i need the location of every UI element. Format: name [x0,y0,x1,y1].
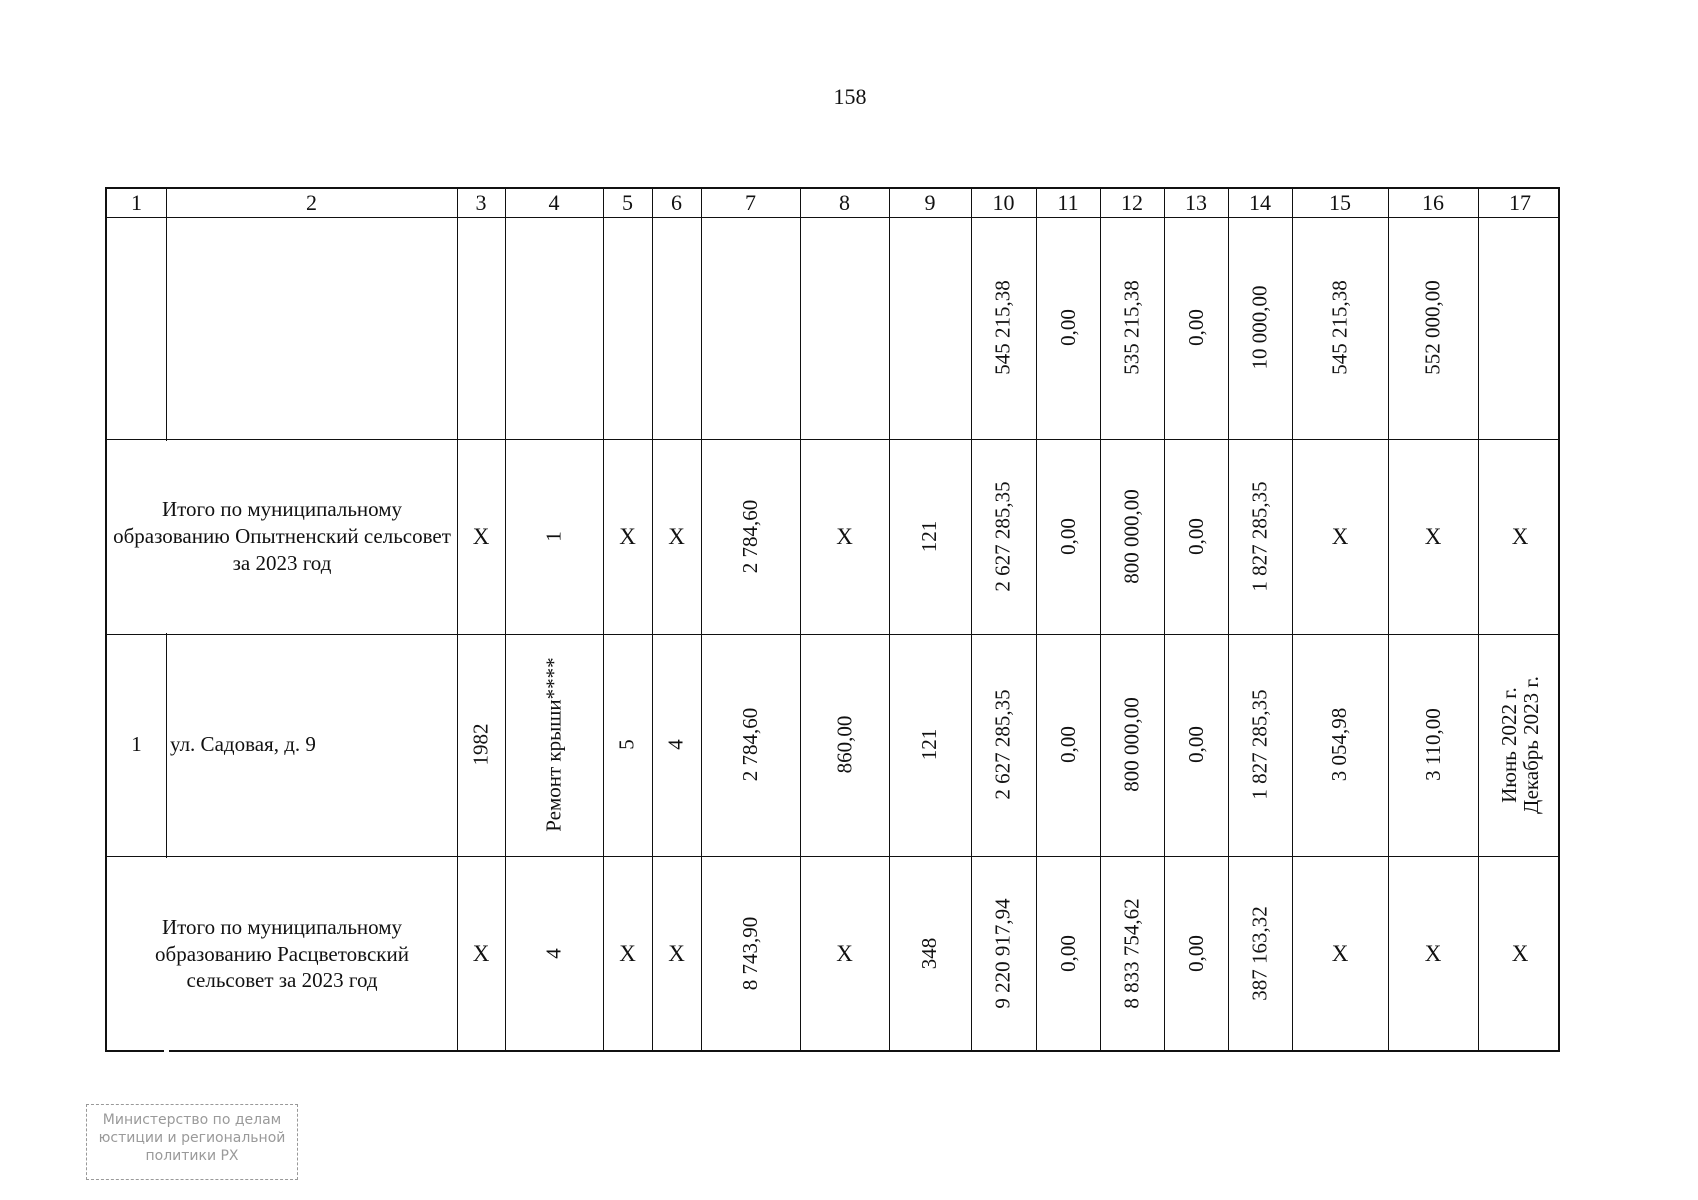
total-opytnensky-label: Итого по муниципальному образованию Опытненский сельсовет за 2023 год [113,497,451,575]
row-sadovaya-c6: 4 [663,739,688,751]
row-continued-c14: 10 000,00 [1247,286,1272,370]
total-opytnensky-c14: 1 827 285,35 [1247,481,1272,592]
total-rastsvetovsky-c16: X [1424,941,1442,967]
row-continued-c11: 0,00 [1055,309,1080,347]
row-sadovaya-c16: 3 110,00 [1420,708,1445,782]
row-continued-c12: 535 215,38 [1119,280,1144,376]
row-sadovaya-c9: 121 [917,729,942,761]
row-continued-c10: 545 215,38 [990,280,1015,376]
total-rastsvetovsky-c13: 0,00 [1183,935,1208,973]
total-opytnensky-c3: X [472,523,490,549]
header-col-14: 14 [1249,189,1271,215]
header-col-7: 7 [745,189,756,215]
total-rastsvetovsky-c10: 9 220 917,94 [990,898,1015,1010]
total-opytnensky-c10: 2 627 285,35 [990,481,1015,592]
total-opytnensky-c9: 121 [917,520,942,553]
row-sadovaya-c15: 3 054,98 [1327,708,1352,782]
header-col-17: 17 [1509,189,1531,215]
total-rastsvetovsky-c11: 0,00 [1055,935,1080,973]
header-col-15: 15 [1329,189,1351,215]
total-opytnensky-c8: X [836,523,853,549]
header-col-10: 10 [992,189,1015,215]
row-sadovaya-c10: 2 627 285,35 [990,689,1015,801]
row-sadovaya-num: 1 [131,732,142,757]
row-sadovaya-address: ул. Садовая, д. 9 [170,732,316,757]
total-opytnensky-c13: 0,00 [1183,518,1208,555]
total-rastsvetovsky-c17: X [1511,941,1529,967]
header-col-12: 12 [1121,189,1143,215]
total-rastsvetovsky-c12: 8 833 754,62 [1119,898,1144,1010]
row-sadovaya-c3: 1982 [468,724,493,766]
header-col-8: 8 [839,189,850,215]
row-sadovaya-c4: Ремонт крыши**** [541,657,566,833]
header-col-16: 16 [1422,189,1444,215]
page-number: 158 [833,84,867,109]
header-col-5: 5 [622,189,633,215]
total-rastsvetovsky-c15: X [1331,941,1349,967]
total-rastsvetovsky-c9: 348 [917,938,942,970]
total-rastsvetovsky-c5: X [619,941,636,967]
total-opytnensky-c17: X [1511,523,1529,549]
header-col-9: 9 [924,189,936,215]
total-opytnensky-c6: X [668,523,685,549]
row-sadovaya-c5: 5 [614,739,639,751]
budget-table [105,187,1560,1052]
total-opytnensky-c7: 2 784,60 [737,499,762,574]
total-rastsvetovsky-c8: X [836,941,853,967]
header-col-13: 13 [1185,189,1207,215]
header-col-1: 1 [131,189,142,215]
header-col-11: 11 [1057,189,1079,215]
total-rastsvetovsky-c7: 8 743,90 [737,917,762,991]
header-col-3: 3 [475,189,487,215]
stamp-line-2: юстиции и региональной [98,1130,286,1147]
total-rastsvetovsky-c4: 4 [541,948,566,960]
total-rastsvetovsky-c3: X [472,941,490,967]
total-rastsvetovsky-label: Итого по муниципальному образованию Расцветовский сельсовет за 2023 год [155,914,409,993]
total-rastsvetovsky-c6: X [668,941,685,967]
stamp-line-1: Министерство по делам [102,1112,282,1128]
row-sadovaya-c13: 0,00 [1183,726,1208,764]
total-opytnensky-c12: 800 000,00 [1119,489,1144,584]
total-opytnensky-c16: X [1424,523,1442,549]
header-col-2: 2 [306,189,317,215]
header-col-6: 6 [671,189,682,215]
total-opytnensky-c15: X [1331,523,1349,549]
row-sadovaya-c12: 800 000,00 [1119,697,1144,793]
row-continued-c15: 545 215,38 [1327,280,1352,376]
total-opytnensky-c5: X [619,523,636,549]
header-col-4: 4 [548,189,560,215]
row-sadovaya-c17: Июнь 2022 г. Декабрь 2023 г. [1496,676,1543,814]
registration-stamp [86,1104,298,1180]
row-sadovaya-c14: 1 827 285,35 [1247,689,1272,801]
total-opytnensky-c4: 1 [541,531,566,542]
total-rastsvetovsky-c14: 387 163,32 [1247,906,1272,1002]
stamp-line-3: политики РХ [145,1148,239,1165]
total-opytnensky-c11: 0,00 [1055,518,1080,555]
row-continued-c13: 0,00 [1183,309,1208,347]
row-continued-c16: 552 000,00 [1420,280,1445,376]
row-sadovaya-c11: 0,00 [1055,726,1080,764]
row-sadovaya-c7: 2 784,60 [737,708,762,782]
row-sadovaya-c8: 860,00 [831,716,856,774]
